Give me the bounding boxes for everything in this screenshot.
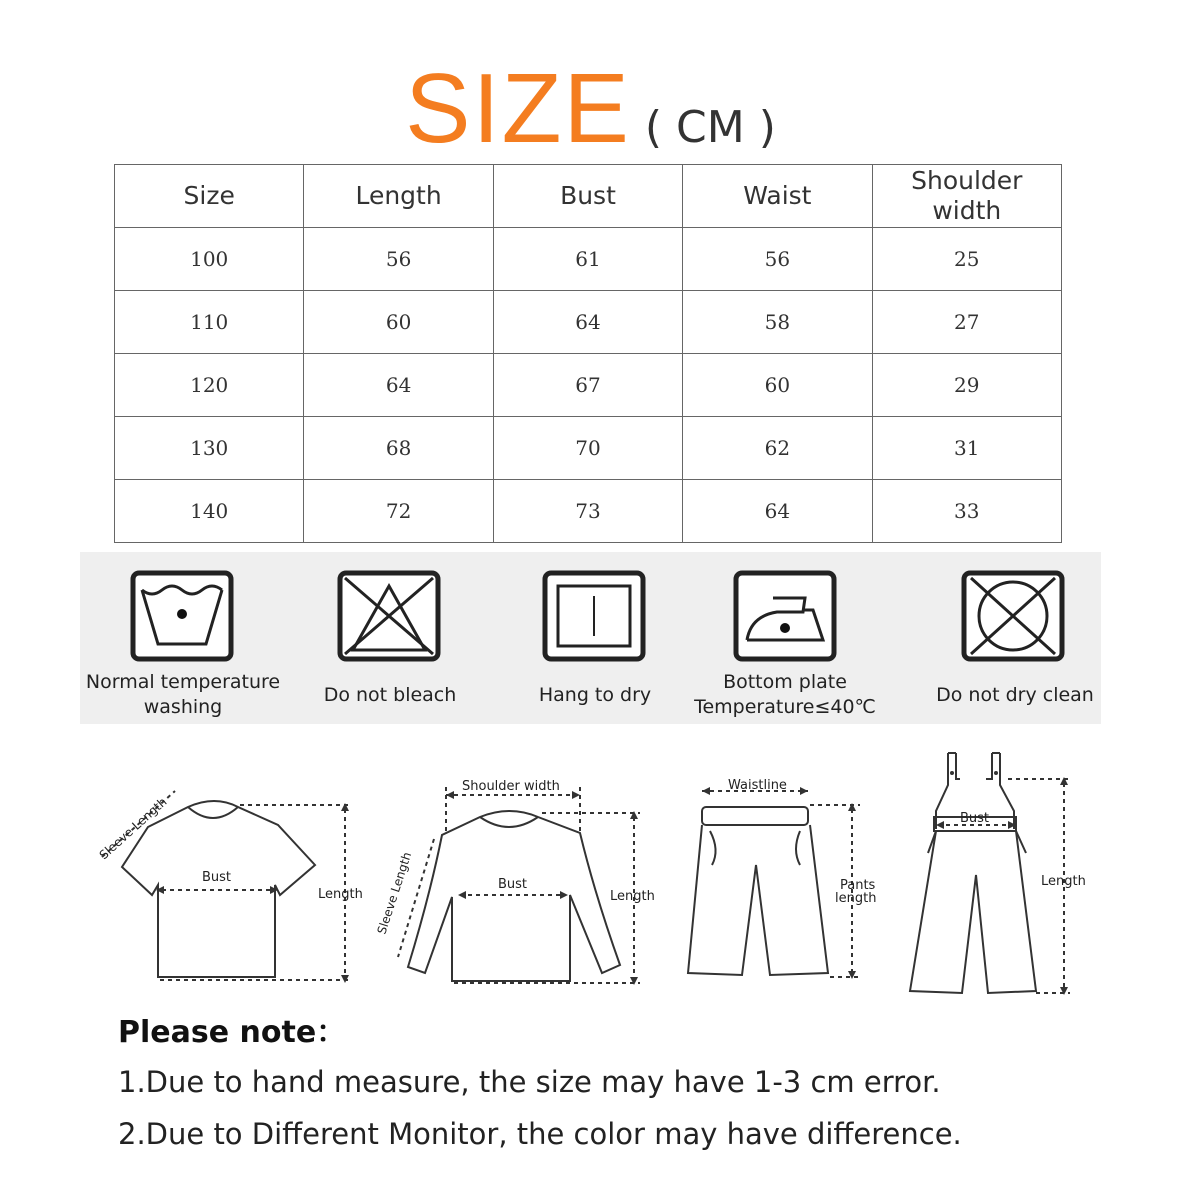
- table-cell: 27: [872, 291, 1061, 354]
- table-cell: 29: [872, 354, 1061, 417]
- garment-diagrams: [80, 745, 1120, 1005]
- care-label: Do not dry clean: [936, 684, 1094, 706]
- table-cell: 68: [304, 417, 493, 480]
- page-title: [0, 52, 1181, 162]
- header-size: Size: [115, 165, 304, 228]
- header-waist: Waist: [683, 165, 872, 228]
- table-cell: 64: [493, 291, 682, 354]
- table-cell: 140: [115, 480, 304, 543]
- table-cell: 67: [493, 354, 682, 417]
- overalls-length-label: Length: [1041, 874, 1086, 889]
- title-unit: ( CM ): [644, 102, 776, 153]
- overalls-diagram: [910, 753, 1070, 993]
- wash-tub-icon: [130, 570, 234, 662]
- table-cell: 58: [683, 291, 872, 354]
- care-label: [80, 670, 286, 720]
- table-cell: 31: [872, 417, 1061, 480]
- longsleeve-sleeve-label: Sleeve Length: [374, 850, 415, 936]
- overalls-bust-label: Bust: [960, 811, 990, 826]
- table-row: [115, 480, 1062, 543]
- table-cell: 33: [872, 480, 1061, 543]
- longsleeve-bust-label: Bust: [498, 877, 528, 892]
- care-label: Do not bleach: [323, 684, 457, 706]
- header-bust: Bust: [493, 165, 682, 228]
- shorts-diagram: [688, 791, 860, 977]
- table-cell: 60: [683, 354, 872, 417]
- measurement-diagrams: [80, 745, 1120, 1005]
- notes-section: [118, 1010, 1118, 1160]
- table-cell: 56: [304, 228, 493, 291]
- tshirt-bust-label: Bust: [202, 870, 232, 885]
- table-cell: 73: [493, 480, 682, 543]
- table-cell: 130: [115, 417, 304, 480]
- table-cell: 72: [304, 480, 493, 543]
- shorts-arrows: [702, 787, 856, 979]
- care-item-bleach: [310, 552, 470, 724]
- table-row: [115, 354, 1062, 417]
- longsleeve-shoulder-label: Shoulder width: [462, 779, 560, 794]
- table-cell: 120: [115, 354, 304, 417]
- tshirt-length-label: Length: [318, 887, 363, 902]
- care-instructions: [80, 552, 1101, 724]
- tshirt-sleeve-label: Sleeve Length: [96, 794, 170, 863]
- hang-dry-icon: [542, 570, 646, 662]
- table-cell: 61: [493, 228, 682, 291]
- care-item-dry-clean: [925, 552, 1105, 724]
- shorts-waist-label: Waistline: [728, 778, 787, 793]
- notes-title: Please note：: [118, 1015, 347, 1050]
- no-bleach-icon: [337, 570, 441, 662]
- iron-icon: [733, 570, 837, 662]
- care-label-line: washing: [143, 696, 223, 718]
- table-row: [115, 291, 1062, 354]
- table-cell: 70: [493, 417, 682, 480]
- table-row: [115, 228, 1062, 291]
- care-label-line: Normal temperature: [85, 671, 281, 693]
- note-line-1: 1.Due to hand measure, the size may have 1-3 cm error.: [118, 1065, 941, 1099]
- table-cell: 62: [683, 417, 872, 480]
- care-item-hang-dry: [515, 552, 675, 724]
- care-item-iron: [690, 552, 880, 724]
- table-cell: 110: [115, 291, 304, 354]
- table-cell: 25: [872, 228, 1061, 291]
- care-label: [690, 670, 880, 720]
- care-label-line: Bottom plate: [723, 671, 847, 693]
- size-table: [114, 164, 1062, 543]
- table-cell: 64: [683, 480, 872, 543]
- header-shoulder-width-text: Shoulder width: [911, 166, 1023, 225]
- table-cell: 56: [683, 228, 872, 291]
- table-cell: 60: [304, 291, 493, 354]
- title-size: SIZE: [405, 53, 631, 163]
- care-label-line: Temperature≤40℃: [694, 696, 876, 718]
- shorts-pants-label-2: length: [835, 891, 877, 906]
- note-line-2: 2.Due to Different Monitor, the color may have difference.: [118, 1117, 962, 1151]
- longsleeve-length-label: Length: [610, 889, 655, 904]
- table-cell: 64: [304, 354, 493, 417]
- header-shoulder-width: [872, 165, 1061, 228]
- shorts-pants-label-1: Pants: [840, 878, 876, 893]
- header-length: Length: [304, 165, 493, 228]
- table-row: [115, 417, 1062, 480]
- table-cell: 100: [115, 228, 304, 291]
- table-header-row: [115, 165, 1062, 228]
- care-item-washing: [80, 552, 286, 724]
- no-dry-clean-icon: [961, 570, 1065, 662]
- care-label: Hang to dry: [538, 684, 652, 706]
